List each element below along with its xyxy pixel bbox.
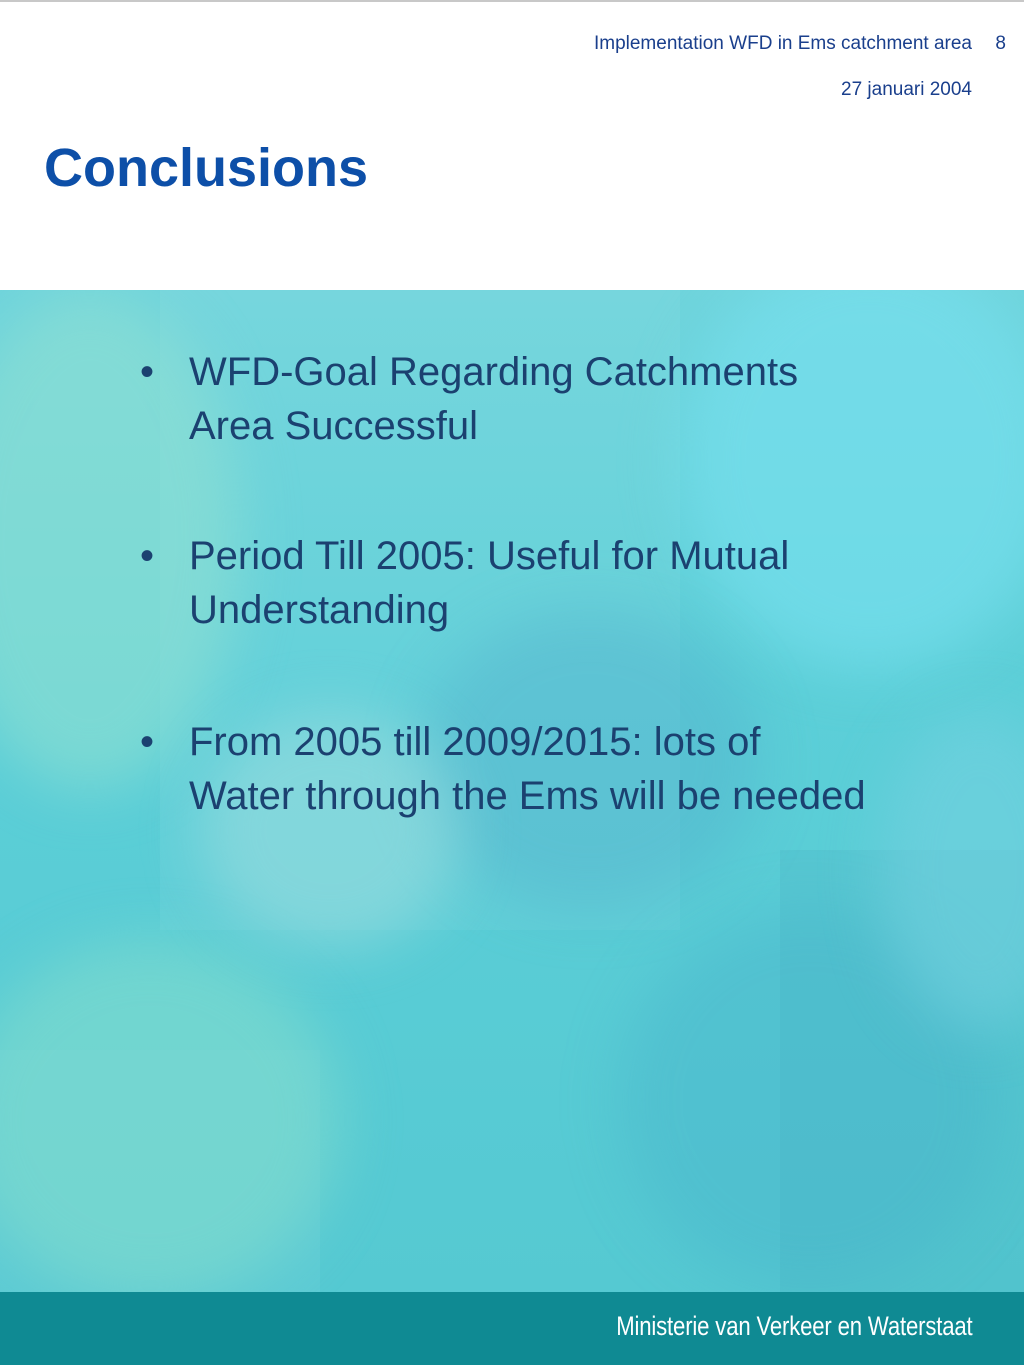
ministry-wordmark: Ministerie van Verkeer en Waterstaat [615, 1311, 972, 1341]
bullet-marker: • [140, 534, 155, 578]
slide-header [0, 0, 1024, 290]
bullet-marker: • [140, 720, 155, 764]
presentation-date: 27 januari 2004 [841, 79, 972, 100]
top-divider [0, 0, 1024, 2]
page-number: 8 [995, 33, 1006, 54]
bullet-text: Period Till 2005: Useful for Mutual Understanding [189, 534, 790, 632]
presentation-title: Implementation WFD in Ems catchment area [593, 33, 972, 54]
bullet-text: From 2005 till 2009/2015: lots of Water through the Ems will be needed [189, 720, 866, 818]
bullet-marker: • [140, 350, 155, 394]
footer-bar [0, 1292, 1024, 1365]
bullet-text: WFD-Goal Regarding Catchments Area Successful [189, 350, 799, 448]
slide-title: Conclusions [44, 138, 369, 198]
background-texture [0, 940, 340, 1292]
